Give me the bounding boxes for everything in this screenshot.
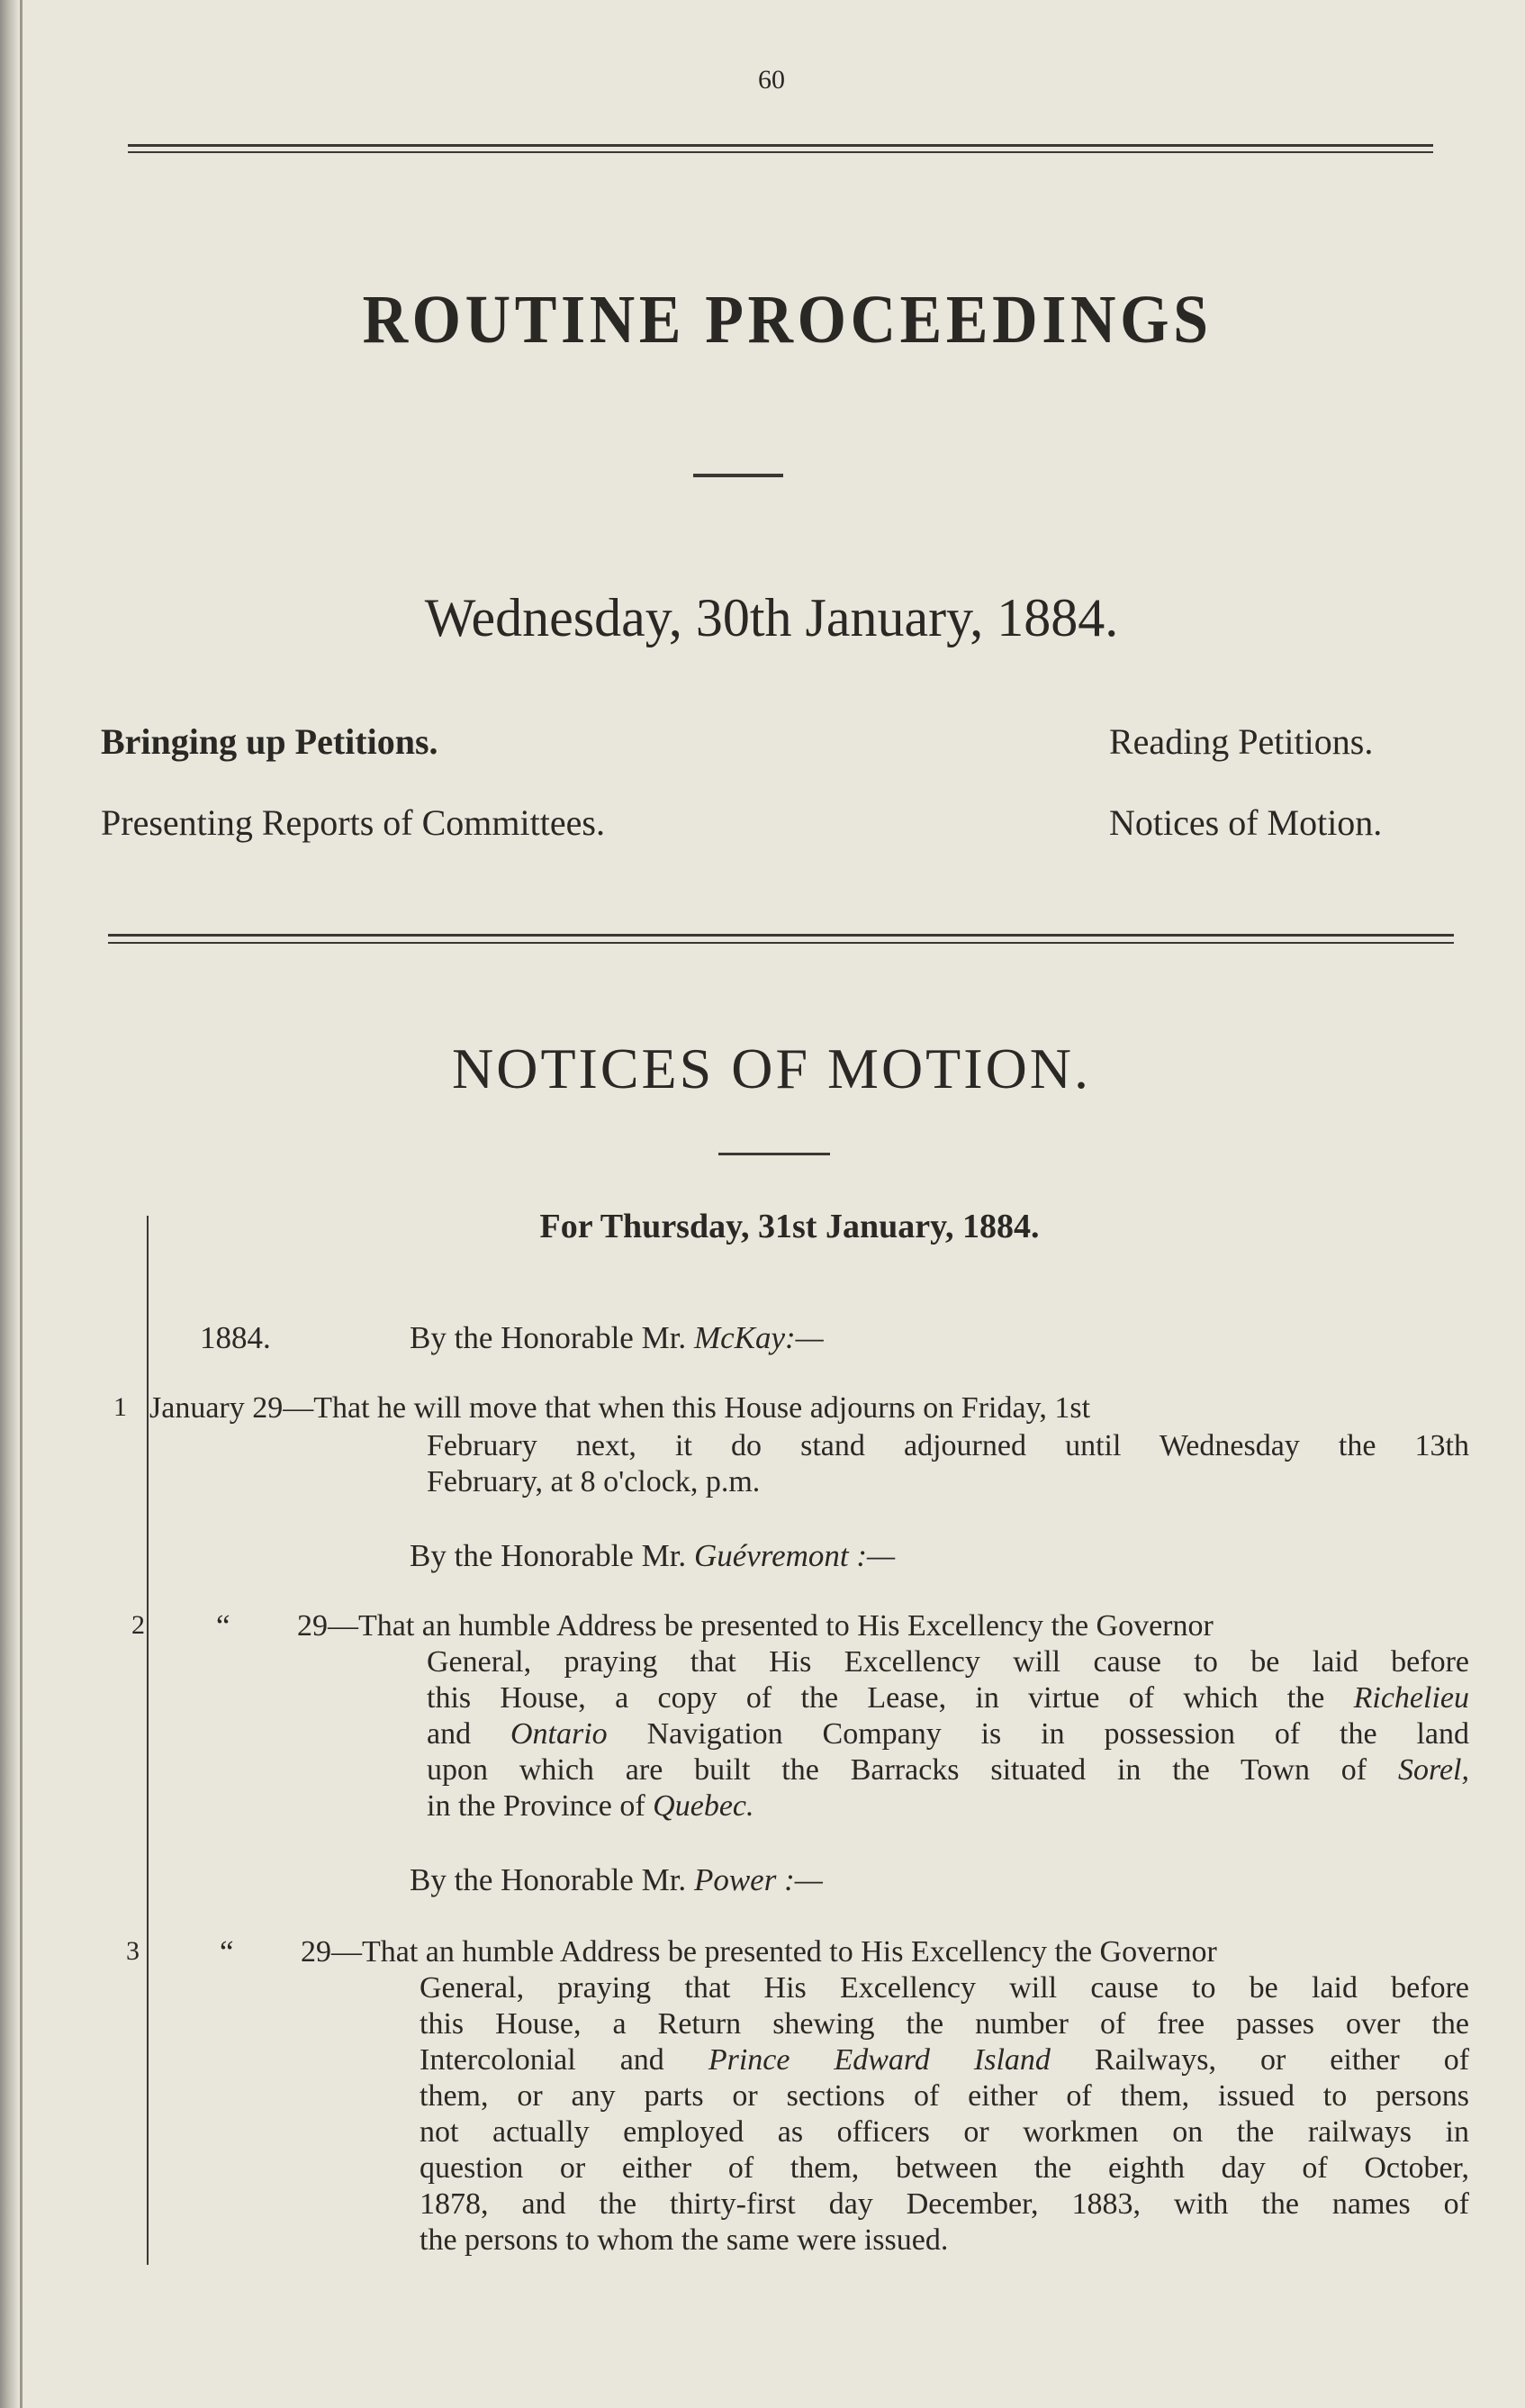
motion-2-line-2: General, praying that His Excellency will cause to be laid before: [427, 1645, 1469, 1679]
motion-2-ditto-mark: “: [216, 1608, 230, 1643]
motion-1-mover-name: McKay:—: [693, 1320, 824, 1355]
motion-2-line-3: [427, 1680, 1469, 1716]
routine-reading-petitions: Reading Petitions.: [1109, 721, 1374, 762]
motion-2-line-6: [427, 1788, 754, 1824]
motion-3-line-3: this House, a Return shewing the number of free passes over the: [420, 2007, 1469, 2041]
motion-2-line-6-text: in the Province of: [427, 1789, 645, 1823]
motion-3-line-5: them, or any parts or sections of either of them, issued to persons: [420, 2079, 1469, 2113]
motion-2-line-5: [427, 1752, 1469, 1788]
section-double-rule-upper: [108, 934, 1454, 937]
motion-3-text: —That an humble Address be presented to His Excellency the Governor: [331, 1935, 1217, 1969]
routine-notices-of-motion: Notices of Motion.: [1109, 802, 1383, 843]
notices-for-date: For Thursday, 31st January, 1884.: [539, 1208, 1040, 1245]
motion-3-line-2: General, praying that His Excellency will cause to be laid before: [420, 1971, 1469, 2005]
motion-2-richelieu: Richelieu: [1353, 1681, 1470, 1715]
motion-3-line-6: not actually employed as officers or workmen on the railways in: [420, 2115, 1469, 2149]
motion-1-line-2: February next, it do stand adjourned until Wednesday the 13th: [427, 1429, 1469, 1462]
page-binding-shadow: [0, 0, 20, 2408]
margin-rule: [147, 1216, 149, 2265]
motion-2-mover-prefix: By the Honorable Mr.: [410, 1538, 687, 1573]
motion-1-text: —That he will move that when this House adjourns on Friday, 1st: [283, 1391, 1091, 1425]
routine-bringing-up-petitions: Bringing up Petitions.: [101, 721, 438, 762]
motion-3-line-4-text: Railways, or either of: [1094, 2043, 1470, 2077]
sitting-date: Wednesday, 30th January, 1884.: [424, 588, 1119, 647]
motion-3-mover-prefix: By the Honorable Mr.: [410, 1862, 687, 1897]
motion-2-first-line: [297, 1608, 1214, 1644]
page-title: ROUTINE PROCEEDINGS: [362, 282, 1213, 358]
motion-3-mover-name: Power :—: [693, 1862, 823, 1897]
page-number: 60: [758, 65, 785, 95]
notices-separator: [718, 1153, 830, 1155]
motion-2-text: —That an humble Address be presented to His Excellency the Governor: [328, 1609, 1214, 1643]
motion-3-line-4: [420, 2042, 1469, 2078]
motion-3-number: 3: [126, 1936, 140, 1966]
motion-2-number: 2: [131, 1610, 145, 1640]
motion-1-number: 1: [113, 1392, 127, 1422]
motion-2-line-3-text: this House, a copy of the Lease, in virtue of which the: [427, 1681, 1325, 1715]
motion-3-ditto-mark: “: [220, 1934, 234, 1969]
motion-2-line-4-text: Navigation Company is in possession of the land: [646, 1717, 1470, 1751]
top-double-rule-lower: [128, 151, 1433, 153]
motion-3-day: 29: [301, 1935, 331, 1969]
motion-3-first-line: [301, 1934, 1217, 1970]
motion-3-line-7: question or either of them, between the eighth day of October,: [420, 2151, 1469, 2185]
motion-3-mover: [410, 1862, 823, 1898]
motion-3-intercolonial: Intercolonial and: [420, 2043, 664, 2077]
routine-presenting-reports: Presenting Reports of Committees.: [101, 802, 605, 843]
title-separator: [693, 474, 783, 477]
motion-1-first-line: [149, 1390, 1090, 1426]
motion-3-pei: Prince Edward Island: [708, 2043, 1051, 2077]
motion-2-mover: [410, 1538, 895, 1574]
motion-2-line-4: [427, 1716, 1469, 1752]
motion-1-date: January 29: [149, 1391, 284, 1425]
motion-2-ontario: Ontario: [510, 1717, 608, 1751]
motion-2-and: and: [427, 1717, 472, 1751]
page-binding-edge: [20, 0, 23, 2408]
motion-3-line-9: the persons to whom the same were issued.: [420, 2223, 949, 2257]
motion-1-mover-prefix: By the Honorable Mr.: [410, 1320, 687, 1355]
motion-1-line-3: February, at 8 o'clock, p.m.: [427, 1465, 761, 1498]
year-label: 1884.: [200, 1320, 271, 1355]
section-double-rule-lower: [108, 942, 1454, 944]
motion-2-line-5-text: upon which are built the Barracks situated in the Town of: [427, 1753, 1367, 1787]
motion-2-mover-name: Guévremont :—: [693, 1538, 896, 1573]
motion-2-sorel: Sorel,: [1397, 1753, 1469, 1787]
motion-2-quebec: Quebec.: [653, 1789, 754, 1823]
notices-heading: NOTICES OF MOTION.: [452, 1037, 1091, 1100]
motion-3-line-8: 1878, and the thirty-first day December, 1883, with the names of: [420, 2187, 1469, 2221]
motion-2-day: 29: [297, 1609, 328, 1643]
motion-1-mover: [410, 1320, 824, 1356]
top-double-rule-upper: [128, 144, 1433, 147]
